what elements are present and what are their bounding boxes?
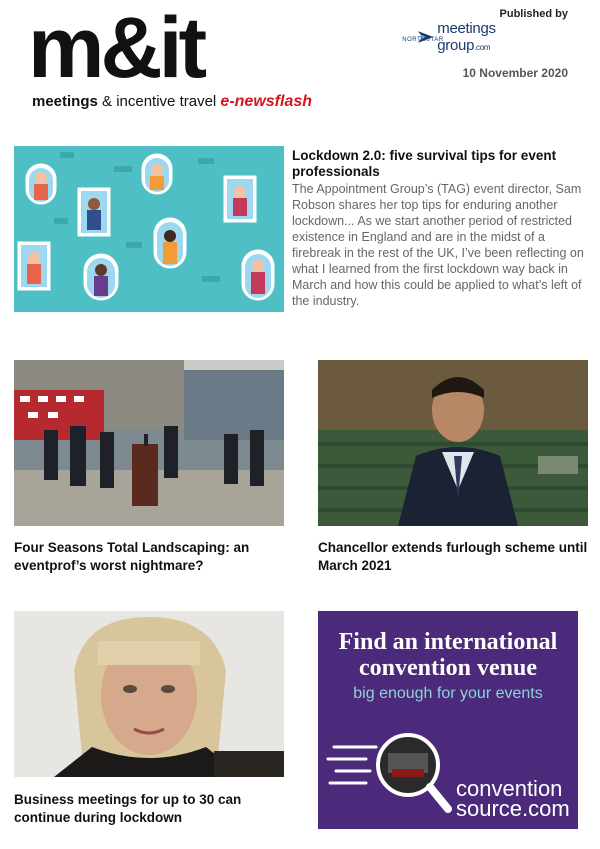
ad-line-1: Find an international [338, 629, 558, 655]
card-3-image[interactable] [14, 611, 284, 777]
tagline-enewsflash: e-newsflash [220, 93, 313, 110]
feature-summary: The Appointment Group’s (TAG) event director, Sam Robson shares her top tips for enduring another lockdown... As we start another period of restricted existence in England and are in the midst of a firebreak in the rest of the UK, I’ve been reflecting on what I learned from the first lockdown way back in March and how this could be applied to what’s left of the industry. [292, 182, 584, 308]
portrait-photo-icon [14, 611, 284, 777]
ad-headline [318, 629, 578, 681]
magnifier-venue-icon [326, 723, 466, 823]
lockdown-windows-illustration-icon [14, 146, 284, 312]
issue-date: 10 November 2020 [462, 66, 568, 80]
feature-article [292, 148, 592, 309]
mit-logo[interactable]: m&it [28, 0, 204, 96]
published-by-label: Published by [499, 8, 568, 20]
card-1-image[interactable] [14, 360, 284, 526]
feature-title[interactable]: Lockdown 2.0: five survival tips for event professionals [292, 148, 557, 179]
tagline-incentive: & incentive travel [97, 93, 221, 110]
card-2-title[interactable]: Chancellor extends furlough scheme until March 2021 [318, 540, 588, 573]
publisher-small: NORTHSTAR [402, 37, 444, 43]
meetings-group-wordmark [402, 20, 570, 54]
tagline-meetings: meetings [32, 93, 98, 110]
publisher-name: meetings group [437, 20, 496, 54]
card-2-image[interactable] [318, 360, 588, 526]
ad-line-2: convention venue [358, 655, 537, 681]
ad-brand-1: convention [456, 776, 563, 801]
publisher-suffix: .com [474, 43, 491, 52]
convention-source-ad[interactable] [318, 611, 578, 829]
press-conference-photo-icon [14, 360, 284, 526]
card-1-title[interactable]: Four Seasons Total Landscaping: an eventprof’s worst nightmare? [14, 540, 250, 573]
chancellor-photo-icon [318, 360, 588, 526]
card-3-title[interactable]: Business meetings for up to 30 can continue during lockdown [14, 792, 242, 825]
header [0, 0, 600, 118]
ad-brand-2: source.com [456, 796, 570, 821]
meetings-group-logo[interactable] [402, 20, 570, 54]
ad-brand [456, 776, 570, 821]
logo-tagline [32, 93, 312, 111]
feature-image[interactable] [14, 146, 284, 312]
ad-line-3: big enough for your events [353, 685, 543, 702]
